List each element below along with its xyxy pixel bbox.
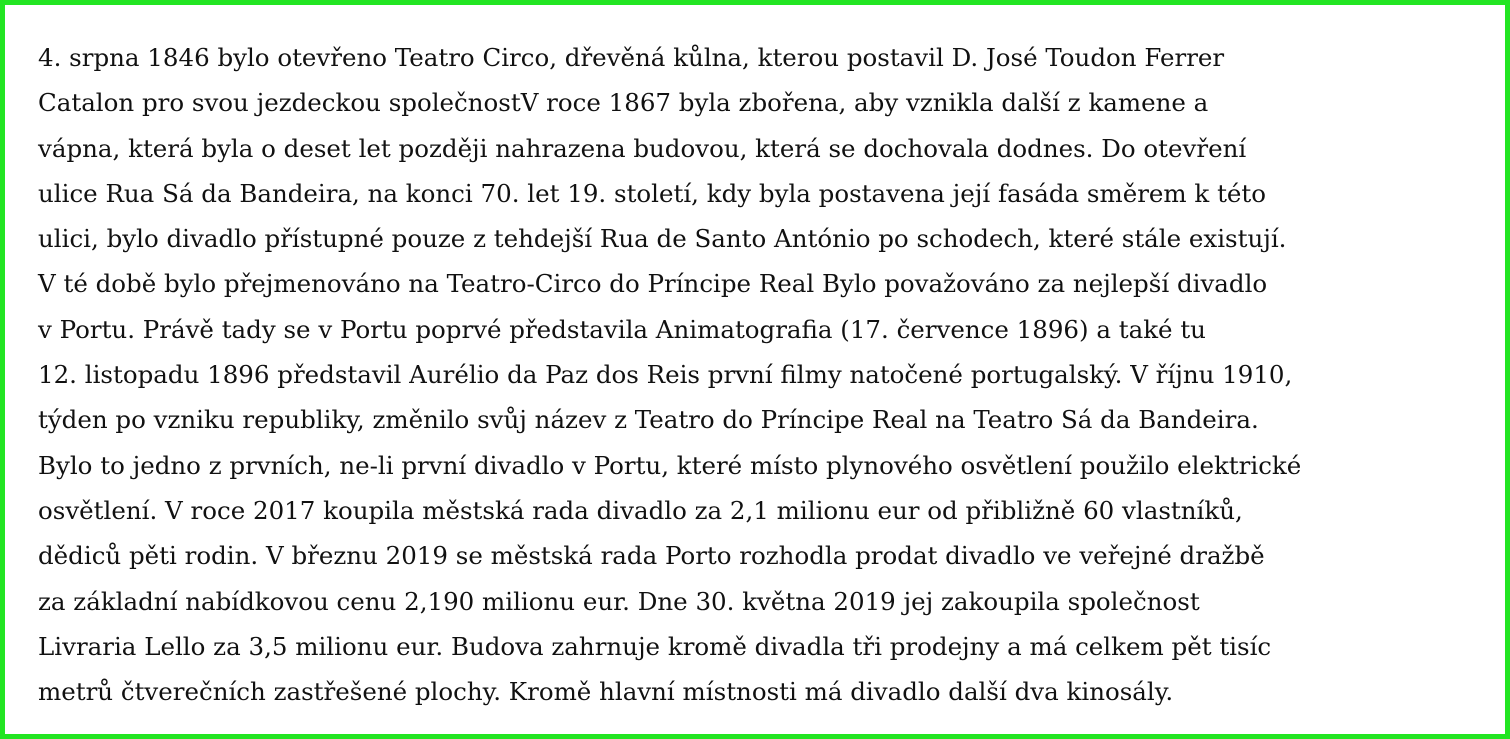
- text-line: 4. srpna 1846 bylo otevřeno Teatro Circo, dřevěná kůlna, kterou postavil D. José Toudon Ferrer: [38, 43, 1225, 72]
- text-line: osvětlení. V roce 2017 koupila městská rada divadlo za 2,1 milionu eur od přibližně 60 vlastníků,: [38, 495, 1243, 525]
- article-paragraph: [38, 35, 1488, 714]
- text-line: metrů čtverečních zastřešené plochy. Kromě hlavní místnosti má divadlo další dva kinosály.: [38, 677, 1174, 707]
- text-line: ulici, bylo divadlo přístupné pouze z tehdejší Rua de Santo António po schodech, které stále existují.: [38, 224, 1287, 254]
- text-line: V té době bylo přejmenováno na Teatro-Circo do Príncipe Real Bylo považováno za nejlepší divadlo: [38, 269, 1268, 299]
- text-line: týden po vzniku republiky, změnilo svůj název z Teatro do Príncipe Real na Teatro Sá da Bandeira.: [38, 405, 1259, 435]
- text-line: Bylo to jedno z prvních, ne-li první divadlo v Portu, které místo plynového osvětlení použilo elektrické: [38, 450, 1302, 480]
- text-line: Catalon pro svou jezdeckou společnostV roce 1867 byla zbořena, aby vznikla další z kamene a: [38, 88, 1209, 118]
- text-line: za základní nabídkovou cenu 2,190 milionu eur. Dne 30. května 2019 jej zakoupila společnost: [38, 586, 1200, 616]
- text-line: 12. listopadu 1896 představil Aurélio da Paz dos Reis první filmy natočené portugalský. V říjnu 1910,: [38, 360, 1293, 390]
- text-line: v Portu. Právě tady se v Portu poprvé představila Animatografia (17. července 1896) a také tu: [38, 314, 1206, 344]
- text-line: Livraria Lello za 3,5 milionu eur. Budova zahrnuje kromě divadla tři prodejny a má celkem pět tisíc: [38, 631, 1272, 661]
- text-line: vápna, která byla o deset let později nahrazena budovou, která se dochovala dodnes. Do otevření: [38, 133, 1247, 163]
- text-line: dědiců pěti rodin. V březnu 2019 se městská rada Porto rozhodla prodat divadlo ve veřejné dražbě: [38, 541, 1265, 571]
- text-line: ulice Rua Sá da Bandeira, na konci 70. let 19. století, kdy byla postavena její fasáda směrem k této: [38, 178, 1267, 208]
